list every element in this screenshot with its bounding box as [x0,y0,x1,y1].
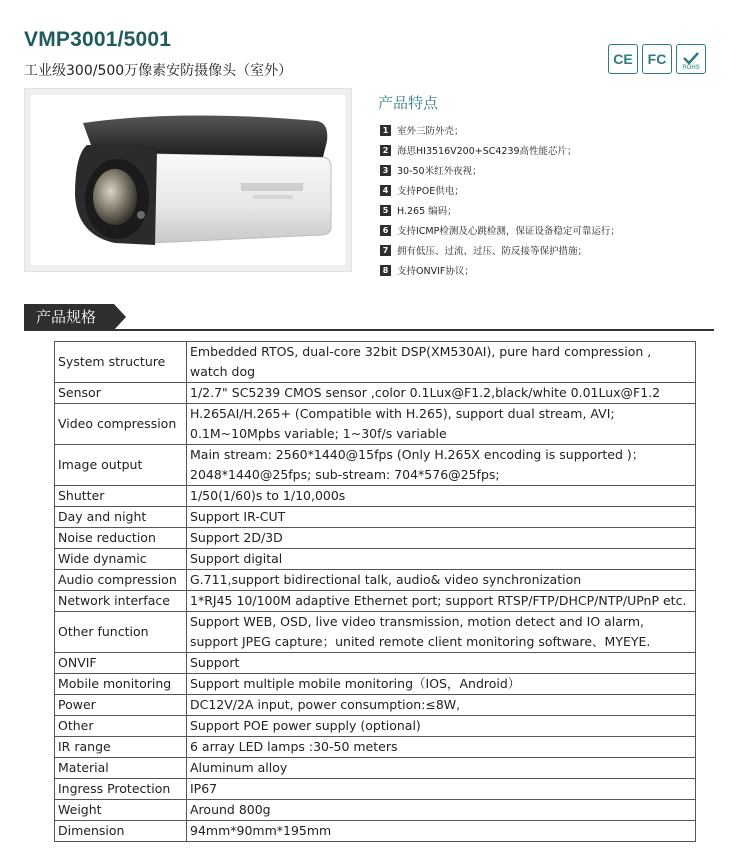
spec-value: Support [187,653,696,674]
spec-key: Wide dynamic [55,549,187,570]
spec-row [55,674,696,695]
feature-number-badge: 5 [380,205,391,216]
product-subtitle: 工业级300/500万像素安防摄像头（室外） [24,63,293,79]
feature-item [380,120,620,140]
product-photo-frame [24,88,352,272]
spec-row [55,507,696,528]
spec-key: ONVIF [55,653,187,674]
feature-number-badge: 7 [380,245,391,256]
feature-item [380,240,620,260]
spec-value: Support POE power supply (optional) [187,716,696,737]
spec-row [55,342,696,383]
spec-table [54,341,696,842]
spec-key: Shutter [55,486,187,507]
checkmark-icon [682,51,700,65]
spec-key: Power [55,695,187,716]
spec-row [55,737,696,758]
spec-key: Other [55,716,187,737]
spec-row [55,821,696,842]
feature-text: 室外三防外壳； [397,126,464,137]
spec-key: Image output [55,445,187,486]
feature-number-badge: 6 [380,225,391,236]
spec-key: Dimension [55,821,187,842]
feature-item [380,140,620,160]
spec-row [55,445,696,486]
spec-value: Around 800g [187,800,696,821]
ce-mark-icon [608,44,638,74]
fcc-mark-icon [642,44,672,74]
fcc-mark-label: FC [647,51,667,67]
spec-key: Mobile monitoring [55,674,187,695]
bullet-camera-image [31,95,347,267]
spec-key: IR range [55,737,187,758]
certification-badges [608,44,706,74]
spec-key: Network interface [55,591,187,612]
spec-value: DC12V/2A input, power consumption:≤8W, [187,695,696,716]
feature-item [380,180,620,200]
feature-text: H.265 编码； [397,206,457,217]
spec-key: Video compression [55,404,187,445]
specs-section-title: 产品规格 [24,304,114,330]
spec-value: Aluminum alloy [187,758,696,779]
spec-key: Material [55,758,187,779]
spec-key: Day and night [55,507,187,528]
rohs-mark-label: ROHS [682,65,700,71]
feature-item [380,260,620,280]
spec-row [55,800,696,821]
section-divider [24,329,714,331]
spec-value: G.711,support bidirectional talk, audio& video synchronization [187,570,696,591]
spec-value: 94mm*90mm*195mm [187,821,696,842]
spec-row [55,758,696,779]
spec-row [55,716,696,737]
spec-key: Other function [55,612,187,653]
spec-key: Ingress Protection [55,779,187,800]
spec-value: 1/50(1/60)s to 1/10,000s [187,486,696,507]
feature-number-badge: 1 [380,125,391,136]
tab-arrow-shape [114,304,126,330]
spec-row [55,404,696,445]
feature-number-badge: 8 [380,265,391,276]
spec-value: Support WEB, OSD, live video transmission, motion detect and IO alarm, support JPEG capture；united remote client monitoring software、MYEYE. [187,612,696,653]
spec-key: Audio compression [55,570,187,591]
ce-mark-label: CE [613,51,633,67]
spec-value: Embedded RTOS, dual-core 32bit DSP(XM530AI), pure hard compression , watch dog [187,342,696,383]
spec-row [55,570,696,591]
spec-key: Noise reduction [55,528,187,549]
rohs-mark-icon [676,44,706,74]
feature-text: 支持POE供电； [397,186,464,197]
spec-value: 6 array LED lamps :30-50 meters [187,737,696,758]
spec-value: Main stream: 2560*1440@15fps (Only H.265X encoding is supported )；2048*1440@25fps; sub-stream: 704*576@25fps; [187,445,696,486]
spec-row [55,779,696,800]
spec-row [55,612,696,653]
features-title: 产品特点 [378,94,439,112]
spec-value: Support 2D/3D [187,528,696,549]
spec-row [55,383,696,404]
feature-item [380,200,620,220]
feature-item [380,220,620,240]
feature-text: 30-50米红外夜视； [397,166,482,177]
spec-value: Support IR-CUT [187,507,696,528]
feature-text: 海思HI3516V200+SC4239高性能芯片； [397,146,577,157]
product-title: VMP3001/5001 [24,28,172,51]
features-list [380,120,620,280]
spec-value: IP67 [187,779,696,800]
feature-number-badge: 3 [380,165,391,176]
spec-row [55,528,696,549]
spec-value: H.265AI/H.265+ (Compatible with H.265), support dual stream, AVI; 0.1M~10Mpbs variable; 1~30f/s variable [187,404,696,445]
spec-value: 1/2.7" SC5239 CMOS sensor ,color 0.1Lux@F1.2,black/white 0.01Lux@F1.2 [187,383,696,404]
spec-value: 1*RJ45 10/100M adaptive Ethernet port; support RTSP/FTP/DHCP/NTP/UPnP etc. [187,591,696,612]
feature-text: 拥有低压、过流、过压、防反接等保护措施； [397,246,588,257]
spec-key: Sensor [55,383,187,404]
spec-value: Support multiple mobile monitoring（IOS，Android） [187,674,696,695]
feature-item [380,160,620,180]
spec-key: System structure [55,342,187,383]
spec-row [55,549,696,570]
spec-key: Weight [55,800,187,821]
spec-row [55,591,696,612]
spec-row [55,695,696,716]
spec-row [55,653,696,674]
spec-value: Support digital [187,549,696,570]
feature-text: 支持ICMP检测及心跳检测，保证设备稳定可靠运行； [397,226,620,237]
feature-number-badge: 4 [380,185,391,196]
feature-text: 支持ONVIF协议； [397,266,474,277]
feature-number-badge: 2 [380,145,391,156]
spec-row [55,486,696,507]
